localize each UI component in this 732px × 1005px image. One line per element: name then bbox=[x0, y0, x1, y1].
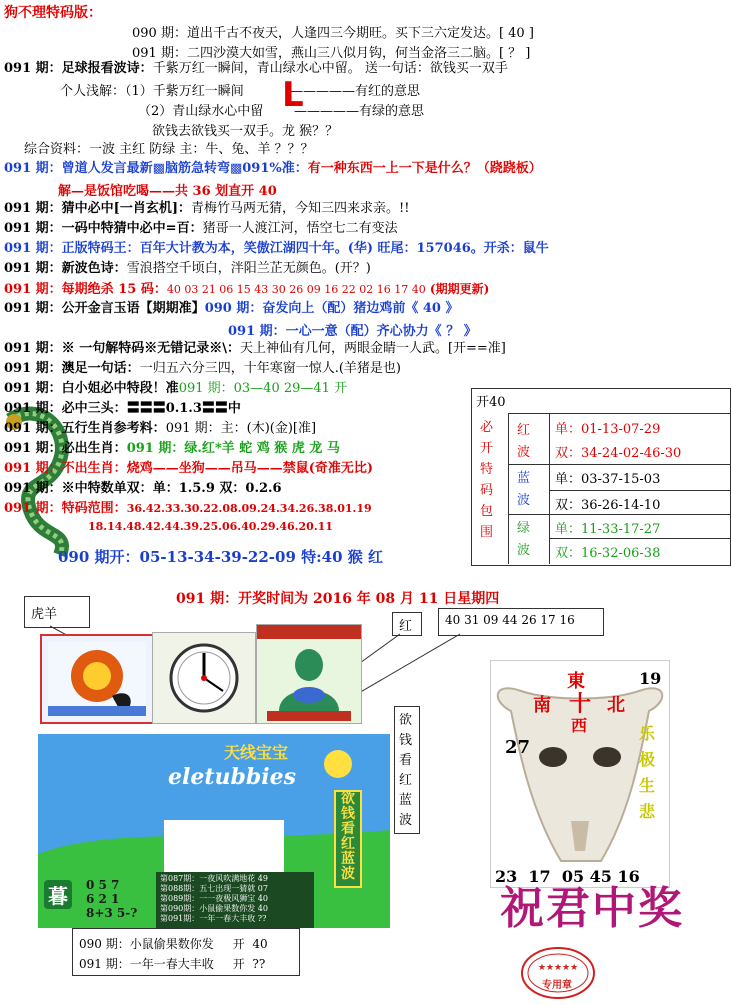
line-range: 091 期：特码范围：36.42.33.30.22.08.09.24.34.26.38.01.19 bbox=[4, 501, 372, 516]
kai-box-title: 开40 bbox=[476, 395, 506, 410]
kai-row-blue-name: 蓝波 bbox=[517, 471, 531, 508]
callout-huyang: 虎羊 bbox=[24, 596, 90, 628]
line-wave-poem: 091 期：新波色诗：雪浪搭空千顷白，泮阳兰芷无颜色。(开？) bbox=[4, 261, 371, 276]
kai-row-green-name: 绿波 bbox=[517, 521, 531, 558]
slogan-good-luck: 祝君中奖 bbox=[500, 883, 684, 934]
kai-row-red-single: 单：01-13-07-29 bbox=[555, 422, 661, 437]
kai-row-green-single: 单：11-33-17-27 bbox=[555, 522, 661, 537]
kai-row-green-double: 双：16-32-06-38 bbox=[555, 546, 661, 561]
section-label: 足球报看波诗： bbox=[61, 61, 153, 76]
line-explain-2b: —————有绿的意思 bbox=[294, 104, 425, 119]
draw-time: 091 期：开奖时间为 2016 年 08 月 11 日星期四 bbox=[176, 591, 500, 607]
skull-east: 東 bbox=[567, 671, 585, 692]
kai-row-blue-double: 双：36-26-14-10 bbox=[555, 498, 661, 513]
line-not-zodiac: 091 期：不出生肖：烧鸡——坐狗——吊马——禁鼠(奇准无比) bbox=[4, 461, 373, 476]
bottom-record-line-090: 090 期：小鼠偷果数你发 开 40 bbox=[79, 937, 268, 951]
line-three-heads: 091 期：必中三头：〓〓〓0.1.3〓〓中 bbox=[4, 401, 241, 416]
kai-box-grid bbox=[508, 413, 731, 564]
callout-numbers: 40 31 09 44 26 17 16 bbox=[438, 608, 604, 636]
line-one-sentence: 091 期：※ 一句解特码※无错记录※\：天上神仙有几何，两眼金睛一人武。[开==准] bbox=[4, 341, 506, 356]
kai-row-red-name: 红波 bbox=[517, 423, 531, 460]
kai-row-blue-single: 单：03-37-15-03 bbox=[555, 472, 661, 487]
line-golden-words: 091 期：公开金言玉语【期期准】090 期：奋发向上（配）猪边鸡前《 40 》 bbox=[4, 301, 459, 316]
line-five-elements: 091 期：五行生肖参考料：091 期：主：(木)(金)[准] bbox=[4, 421, 317, 436]
line-explain-1: 个人浅解：（1）千紫万红一瞬间 bbox=[60, 84, 244, 99]
line-summary: 综合资料：一波 主红 防绿 主：牛、兔、羊 ？？？ bbox=[24, 142, 314, 157]
section-text: 千紫万红一瞬间，青山绿水心中留。 送一句话：欲钱买一双手 bbox=[152, 61, 508, 76]
line-range-2: 18.14.48.42.44.39.25.06.40.29.46.20.11 bbox=[88, 520, 333, 533]
skull-center: 十 bbox=[569, 691, 592, 717]
line-091-prophecy: 091 期：二四沙漠大如雪，燕山三八似月钩，何当金洛三二脑。[ ？ ] bbox=[132, 46, 531, 61]
teletubbies-numbers: 0 5 7 6 2 1 8+3 5-? bbox=[86, 878, 138, 920]
skull-west: 西 bbox=[571, 716, 588, 735]
line-football-poem bbox=[4, 60, 508, 78]
line-brain-answer: 解—是饭馆吃喝——共 36 划直开 40 bbox=[58, 184, 277, 199]
line-explain-2: （2）青山绿水心中留 bbox=[138, 104, 264, 119]
line-one-code: 091 期：一码中特猜中必中=百：猪哥一人渡江河，悟空七二有变法 bbox=[4, 221, 398, 236]
teletubbies-title: 天线宝宝 bbox=[224, 743, 289, 762]
bottom-record-line-091: 091 期：一年一春大丰收 开 ?? bbox=[79, 957, 266, 971]
page-title: 狗不理特码版： bbox=[4, 5, 102, 21]
line-guess-zodiac: 091 期：猜中必中[一肖玄机]：青梅竹马两无猜，今知三四来求亲。!! bbox=[4, 201, 410, 216]
teletubbies-logo: eletubbies bbox=[168, 764, 297, 790]
teletubbies-record-list: 第087期：一夜风吹满地花 49 第088期：五七出现一猜就 07 第089期：一一夜极风狮宝 40 第090期：小鼠偷果数你发 40 第091期：一年一春大丰收 ?? bbox=[156, 872, 314, 928]
line-code-king: 091 期：正版特码王：百年大计教为本，笑傲江湖四十年。(华) 旺尾：157046。开杀：鼠牛 bbox=[4, 241, 549, 256]
line-brain-teaser: 091 期：曾道人发言最新▩脑筋急转弯▩091%准：有一种东西一上一下是什么？（跷跷板） bbox=[4, 161, 542, 176]
official-stamp bbox=[520, 946, 596, 1000]
teletubbies-white-patch bbox=[164, 820, 284, 872]
skull-number-19: 19 bbox=[639, 669, 662, 688]
skull-side-text: 乐极生悲 bbox=[639, 724, 656, 821]
line-explain-3: 欲钱去欲钱买一双手。龙 猴？？ bbox=[152, 124, 339, 139]
skull-south: 南 bbox=[533, 695, 551, 716]
kai-row-red-double: 双：34-24-02-46-30 bbox=[555, 446, 682, 461]
callout-hong: 红 bbox=[392, 612, 422, 636]
buddha-image bbox=[256, 624, 362, 724]
stamp-text: 专用章 bbox=[542, 980, 572, 991]
line-golden-words-091: 091 期：一心一意（配）齐心协力《 ？ 》 bbox=[228, 324, 477, 339]
kai-40-box bbox=[471, 388, 731, 566]
red-L-mark: L bbox=[282, 75, 304, 115]
tiger-sheep-image bbox=[40, 634, 154, 724]
kai-box-side-label: 必开特码包围 bbox=[480, 420, 494, 540]
teletubbies-big-char: 暮 bbox=[44, 880, 72, 909]
bottom-record-box bbox=[72, 928, 300, 976]
line-kill-15: 091 期：每期绝杀 15 码：40 03 21 06 15 43 30 26 09 16 22 02 16 17 40 (期期更新) bbox=[4, 282, 490, 297]
line-odd-even: 091 期：※中特数单双：单：1.5.9 双：0.2.6 bbox=[4, 481, 282, 496]
clock-image bbox=[152, 632, 256, 724]
skull-card bbox=[490, 660, 670, 888]
line-macau-sentence: 091 期：澳足一句话：一归五六分三四，十年寒窗一惊人.(羊猪是也) bbox=[4, 361, 401, 376]
svg-text:★★★★★: ★★★★★ bbox=[537, 963, 579, 973]
period-prefix: 091 期： bbox=[4, 61, 62, 76]
callout-vertical: 欲钱看红蓝波 bbox=[394, 706, 420, 834]
skull-bottom-numbers: 23 17 05 45 16 bbox=[495, 867, 640, 886]
skull-north: 北 bbox=[607, 695, 625, 716]
line-must-zodiac: 091 期：必出生肖：091 期：绿.红*羊 蛇 鸡 猴 虎 龙 马 bbox=[4, 441, 340, 456]
line-090-prophecy: 090 期：道出千古不夜天，人逢四三今期旺。买下三六定发达。[ 40 ] bbox=[132, 26, 534, 41]
line-bai-xiaojie: 091 期：白小姐必中特段！准091 期：03—40 29—41 开 bbox=[4, 381, 348, 396]
line-explain-1b: —————有红的意思 bbox=[290, 84, 421, 99]
teletubbies-sign: 欲钱看红蓝波 bbox=[334, 790, 362, 888]
skull-number-27: 27 bbox=[505, 737, 531, 758]
teletubbies-card bbox=[38, 734, 390, 928]
line-090-result: 090 期开：05-13-34-39-22-09 特:40 猴 红 bbox=[58, 548, 383, 566]
